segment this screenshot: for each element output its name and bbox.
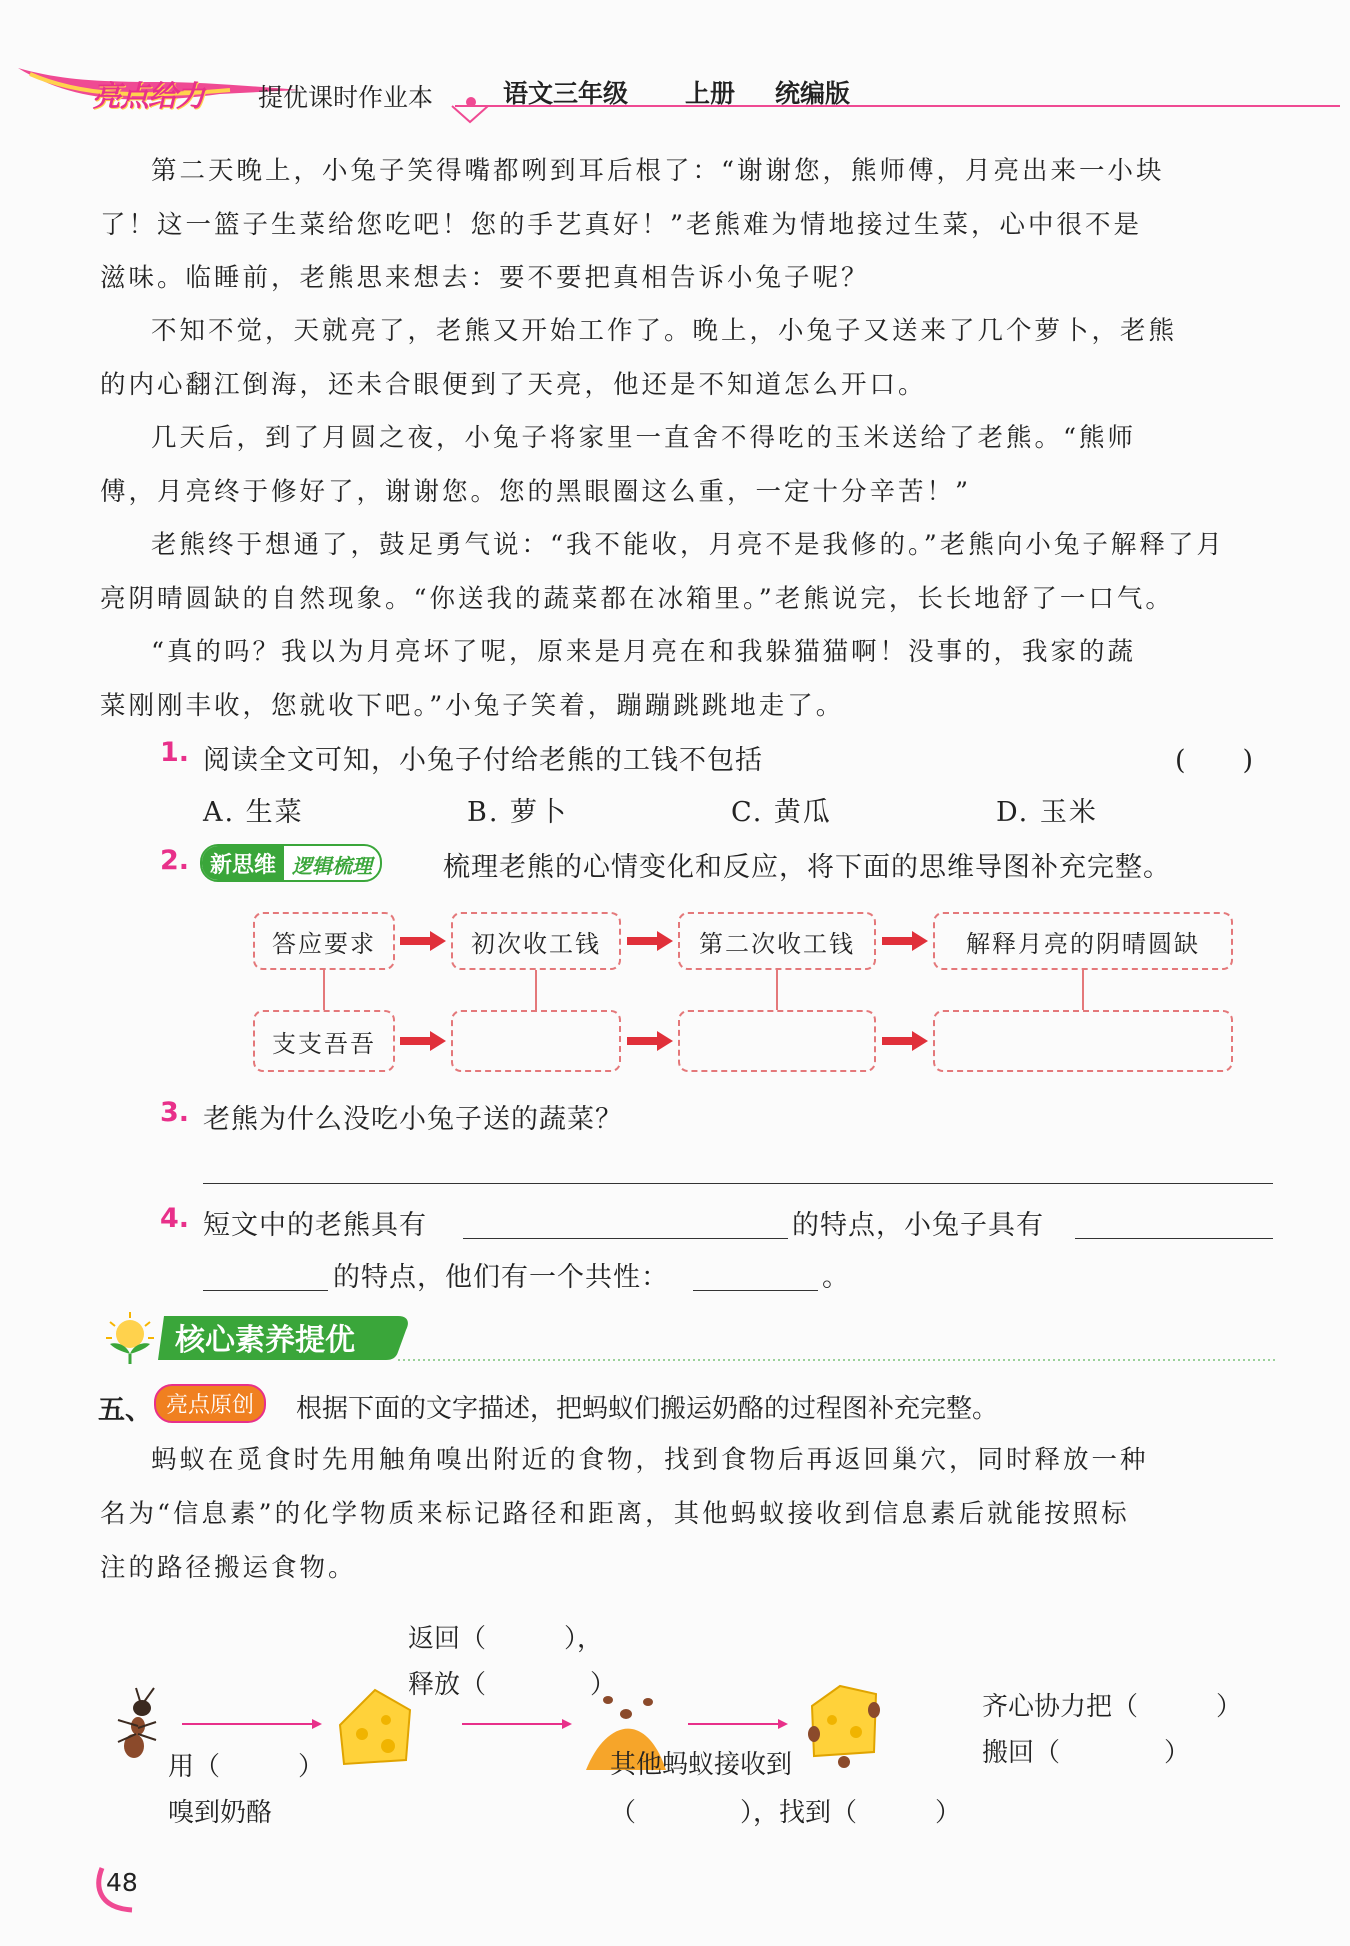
answer-blank[interactable]: [1075, 1238, 1273, 1239]
question-5-text: 根据下面的文字描述，把蚂蚁们搬运奶酪的过程图补充完整。: [296, 1394, 999, 1424]
grade-label: 语文三年级: [503, 79, 629, 108]
passage-line: 菜刚刚丰收，您就收下吧。”小兔子笑着，蹦蹦跳跳地走了。: [100, 690, 845, 721]
option-c[interactable]: C. 黄瓜: [731, 797, 832, 828]
passage-line: 的内心翻江倒海，还未合眼便到了天亮，他还是不知道怎么开口。: [100, 369, 927, 400]
cheese-icon: [340, 1690, 410, 1764]
ants-carrying-cheese-icon: [808, 1686, 880, 1768]
answer-bracket[interactable]: ( ): [1175, 745, 1255, 776]
paragraph-line: 注的路径搬运食物。: [100, 1553, 357, 1583]
diagram-step4-line1: 齐心协力把（ ）: [982, 1692, 1243, 1722]
question-number: 1.: [160, 737, 190, 768]
passage-line: 傅，月亮终于修好了，谢谢您。您的黑眼圈这么重，一定十分辛苦！”: [100, 476, 972, 507]
diagram-step2-line2: 释放（ ）: [408, 1670, 617, 1700]
sprout-sun-icon: [106, 1312, 154, 1364]
page-number: 48: [106, 1868, 138, 1897]
diagram-step3-line1: 其他蚂蚁接收到: [610, 1750, 793, 1780]
passage-line: 几天后，到了月圆之夜，小兔子将家里一直舍不得吃的玉米送给了老熊。“熊师: [151, 423, 1137, 453]
tag-main: 新思维: [202, 846, 284, 880]
diagram-step2-line1: 返回（ ），: [408, 1624, 604, 1654]
answer-line[interactable]: [203, 1183, 1273, 1184]
answer-blank[interactable]: [203, 1290, 328, 1291]
answer-blank[interactable]: [463, 1238, 788, 1239]
map-box-explain-moon: 解释月亮的阴晴圆缺: [933, 912, 1233, 970]
passage-line: 不知不觉，天就亮了，老熊又开始工作了。晚上，小兔子又送来了几个萝卜，老熊: [151, 316, 1178, 346]
question-4-text-4: 。: [822, 1262, 850, 1293]
paragraph-line: 名为“信息素”的化学物质来标记路径和距离，其他蚂蚁接收到信息素后就能按照标: [100, 1499, 1130, 1529]
map-box-agree: 答应要求: [253, 912, 395, 970]
series-title: 提优课时作业本: [258, 83, 434, 112]
volume-label: 上册: [685, 79, 736, 108]
brand-logo-text: 亮点给力: [92, 79, 205, 113]
map-box-second-pay: 第二次收工钱: [678, 912, 876, 970]
section-title: 核心素养提优: [175, 1323, 355, 1358]
question-5-paragraph: [100, 1433, 1272, 1595]
paragraph-line: 蚂蚁在觅食时先用触角嗅出附近的食物，找到食物后再返回巢穴，同时释放一种: [151, 1445, 1149, 1475]
question-1-text: 阅读全文可知，小兔子付给老熊的工钱不包括: [203, 745, 763, 776]
passage-line: 第二天晚上，小兔子笑得嘴都咧到耳后根了：“谢谢您，熊师傅，月亮出来一小块: [151, 156, 1165, 186]
option-d[interactable]: D. 玉米: [996, 797, 1098, 828]
answer-blank[interactable]: [693, 1290, 818, 1291]
question-2-text: 梳理老熊的心情变化和反应，将下面的思维导图补充完整。: [443, 852, 1171, 883]
option-b[interactable]: B. 萝卜: [467, 797, 569, 828]
diagram-step1-line1: 用（ ）: [168, 1752, 325, 1782]
passage-line: 老熊终于想通了，鼓足勇气说：“我不能收，月亮不是我修的。”老熊向小兔子解释了月: [151, 530, 1225, 560]
question-4-text-3: 的特点，他们有一个共性：: [333, 1262, 669, 1293]
tag-original: 亮点原创: [154, 1384, 266, 1423]
question-4-text-1: 短文中的老熊具有: [203, 1210, 427, 1241]
passage-line: 了！这一篮子生菜给您吃吧！您的手艺真好！”老熊难为情地接过生菜，心中很不是: [100, 209, 1143, 240]
diagram-step1-line2: 嗅到奶酪: [168, 1798, 273, 1828]
passage-line: 亮阴晴圆缺的自然现象。“你送我的蔬菜都在冰箱里。”老熊说完，长长地舒了一口气。: [100, 583, 1174, 614]
arrow-icon: [400, 931, 928, 1051]
question-number: 3.: [160, 1097, 190, 1128]
map-box-first-pay: 初次收工钱: [451, 912, 621, 970]
tag-sub: 逻辑梳理: [292, 854, 373, 878]
question-number: 2.: [160, 845, 190, 876]
question-number: 4.: [160, 1203, 190, 1234]
passage-line: 滋味。临睡前，老熊思来想去：要不要把真相告诉小兔子呢？: [100, 263, 870, 293]
question-4-text-2: 的特点，小兔子具有: [792, 1210, 1044, 1241]
question-number: 五、: [98, 1395, 152, 1426]
passage-line: “真的吗？我以为月亮坏了呢，原来是月亮在和我躲猫猫啊！没事的，我家的蔬: [151, 637, 1137, 667]
option-a[interactable]: A. 生菜: [203, 797, 304, 828]
diagram-step3-line2: （ ），找到（ ）: [610, 1798, 962, 1828]
map-box-hesitate: 支支吾吾: [253, 1010, 395, 1072]
question-3-text: 老熊为什么没吃小兔子送的蔬菜？: [203, 1104, 623, 1135]
edition-label: 统编版: [775, 79, 851, 108]
diagram-step4-line2: 搬回（ ）: [982, 1738, 1191, 1768]
ant-icon: [118, 1688, 156, 1758]
